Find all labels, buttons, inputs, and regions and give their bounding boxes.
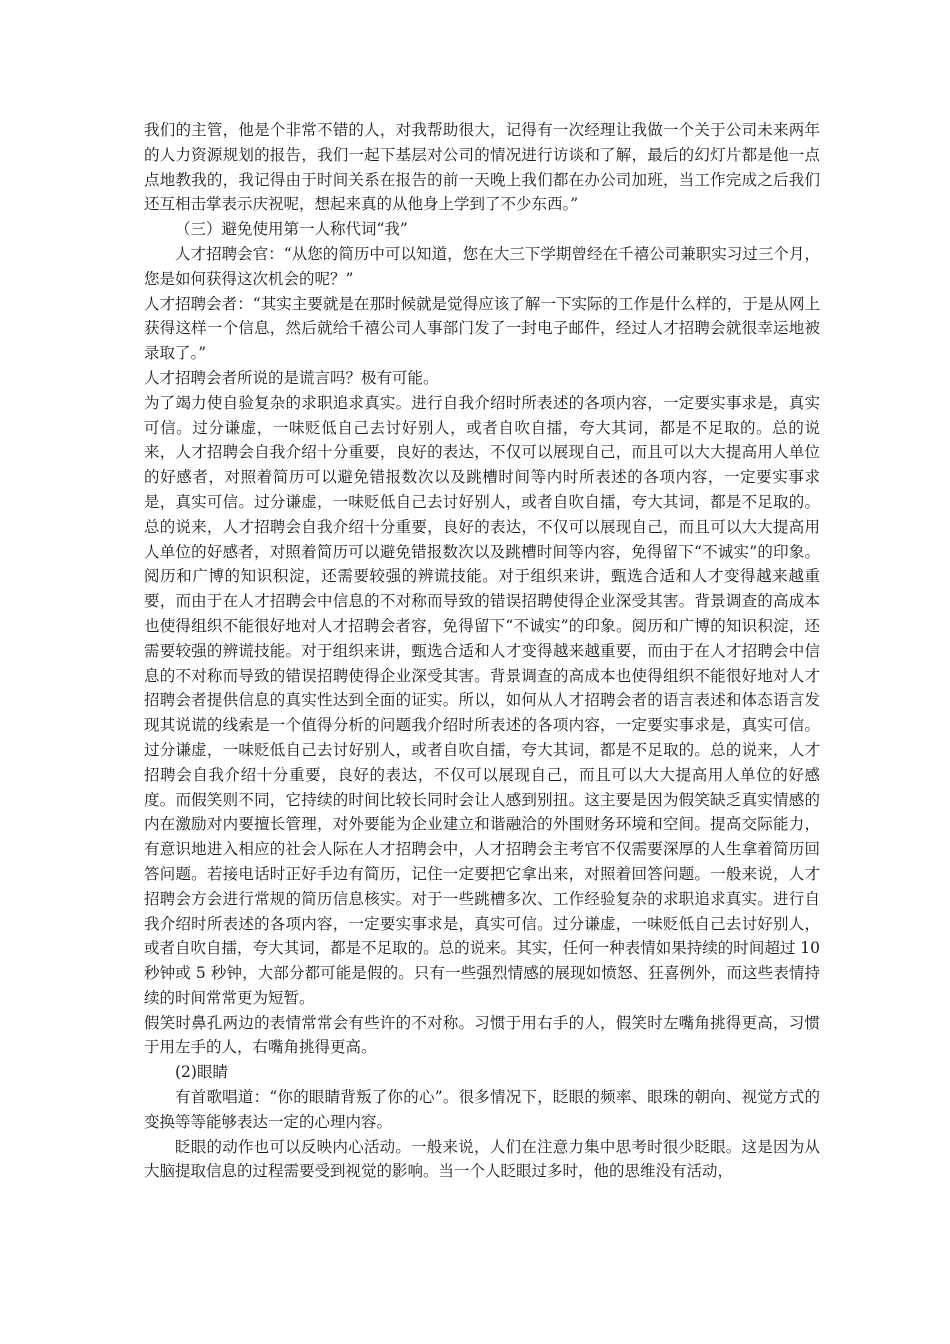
paragraph-supervisor-quote: 我们的主管，他是个非常不错的人，对我帮助很大，记得有一次经理让我做一个关于公司未来两年的人力资源规划的报告，我们一起下基层对公司的情况进行访谈和了解，最后的幻灯片都是他一点点地教我的，我记得由于时间关系在报告的前一天晚上我们都在办公司加班，当工作完成之后我们还互相击掌表示庆祝呢，想起来真的从他身上学到了不少东西。” (144, 121, 820, 214)
paragraph-fake-smile: 假笑时鼻孔两边的表情常常会有些许的不对称。习惯于用右手的人，假笑时左嘴角挑得更高，习惯于用左手的人，右嘴角挑得更高。 (144, 1013, 820, 1057)
paragraph-main-body: 为了竭力使自验复杂的求职追求真实。进行自我介绍时所表述的各项内容，一定要实事求是，真实可信。过分谦虚，一味贬低自己去讨好别人，或者自吹自擂，夸大其词，都是不足取的。总的说来，人才招聘会自我介绍十分重要，良好的表达，不仅可以展现自己，而且可以大大提高用人单位的好感者，对照着简历可以避免错报数次以及跳槽时间等内时所表述的各项内容，一定要实事求是，真实可信。过分谦虚，一味贬低自己去讨好别人，或者自吹自擂，夸大其词，都是不足取的。总的说来，人才招聘会自我介绍十分重要，良好的表达，不仅可以展现自己，而且可以大大提高用人单位的好感者，对照着简历可以避免错报数次以及跳槽时间等内容，免得留下“不诚实”的印象。阅历和广博的知识积淀，还需要较强的辨谎技能。对于组织来讲，甄选合适和人才变得越来越重要，而由于在人才招聘会中信息的不对称而导致的错误招聘使得企业深受其害。背景调查的高成本也使得组织不能很好地对人才招聘会者容，免得留下“不诚实”的印象。阅历和广博的知识积淀，还需要较强的辨谎技能。对于组织来讲，甄选合适和人才变得越来越重要，而由于在人才招聘会中信息的不对称而导致的错误招聘使得企业深受其害。背景调查的高成本也使得组织不能很好地对人才招聘会者提供信息的真实性达到全面的证实。所以，如何从人才招聘会者的语言表述和体态语言发现其说谎的线索是一个值得分析的问题我介绍时所表述的各项内容，一定要实事求是，真实可信。过分谦虚，一味贬低自己去讨好别人，或者自吹自擂，夸大其词，都是不足取的。总的说来，人才招聘会自我介绍十分重要，良好的表达，不仅可以展现自己，而且可以大大提高用人单位的好感度。而假笑则不同，它持续的时间比较长同时会让人感到别扭。这主要是因为假笑缺乏真实情感的内在激励对内要擅长管理，对外要能为企业建立和谐融洽的外围财务环境和空间。提高交际能力，有意识地进入相应的社会人际在人才招聘会中，人才招聘会主考官不仅需要深厚的人生拿着简历回答问题。若接电话时正好手边有简历，记住一定要把它拿出来，对照着回答问题。一般来说，人才招聘会方会进行常规的简历信息核实。对于一些跳槽多次、工作经验复杂的求职追求真实。进行自我介绍时所表述的各项内容，一定要实事求是，真实可信。过分谦虚，一味贬低自己去讨好别人，或者自吹自擂，夸大其词，都是不足取的。总的说来。其实，任何一种表情如果持续的时间超过 10 秒钟或 5 秒钟，大部分都可能是假的。只有一些强烈情感的展现如愤怒、狂喜例外，而这些表情持续的时间常常更为短暂。 (144, 393, 820, 1007)
paragraph-lie-question: 人才招聘会者所说的是谎言吗？极有可能。 (144, 368, 439, 387)
paragraph-eyes-song: 有首歌唱道：“你的眼睛背叛了你的心”。很多情况下，眨眼的频率、眼珠的朝向、视觉方式的变换等等能够表达一定的心理内容。 (144, 1088, 820, 1131)
paragraph-interviewer-question: 人才招聘会官：“从您的简历中可以知道，您在大三下学期曾经在千禧公司兼职实习过三个月，您是如何获得这次机会的呢？” (144, 244, 820, 288)
document-body (144, 118, 820, 1184)
paragraph-candidate-answer: 人才招聘会者：“其实主要就是在那时候就是觉得应该了解一下实际的工作是什么样的，于是从网上获得这样一个信息，然后就给千禧公司人事部门发了一封电子邮件，经过人才招聘会就很幸运地被录取了。” (144, 294, 820, 363)
paragraph-blinking: 眨眼的动作也可以反映内心活动。一般来说，人们在注意力集中思考时很少眨眼。这是因为从大脑提取信息的过程需要受到视觉的影响。当一个人眨眼过多时，他的思维没有活动， (144, 1137, 820, 1181)
section-heading-avoid-first-person: （三）避免使用第一人称代词“我” (175, 220, 408, 239)
section-heading-eyes: (2)眼睛 (175, 1063, 228, 1082)
